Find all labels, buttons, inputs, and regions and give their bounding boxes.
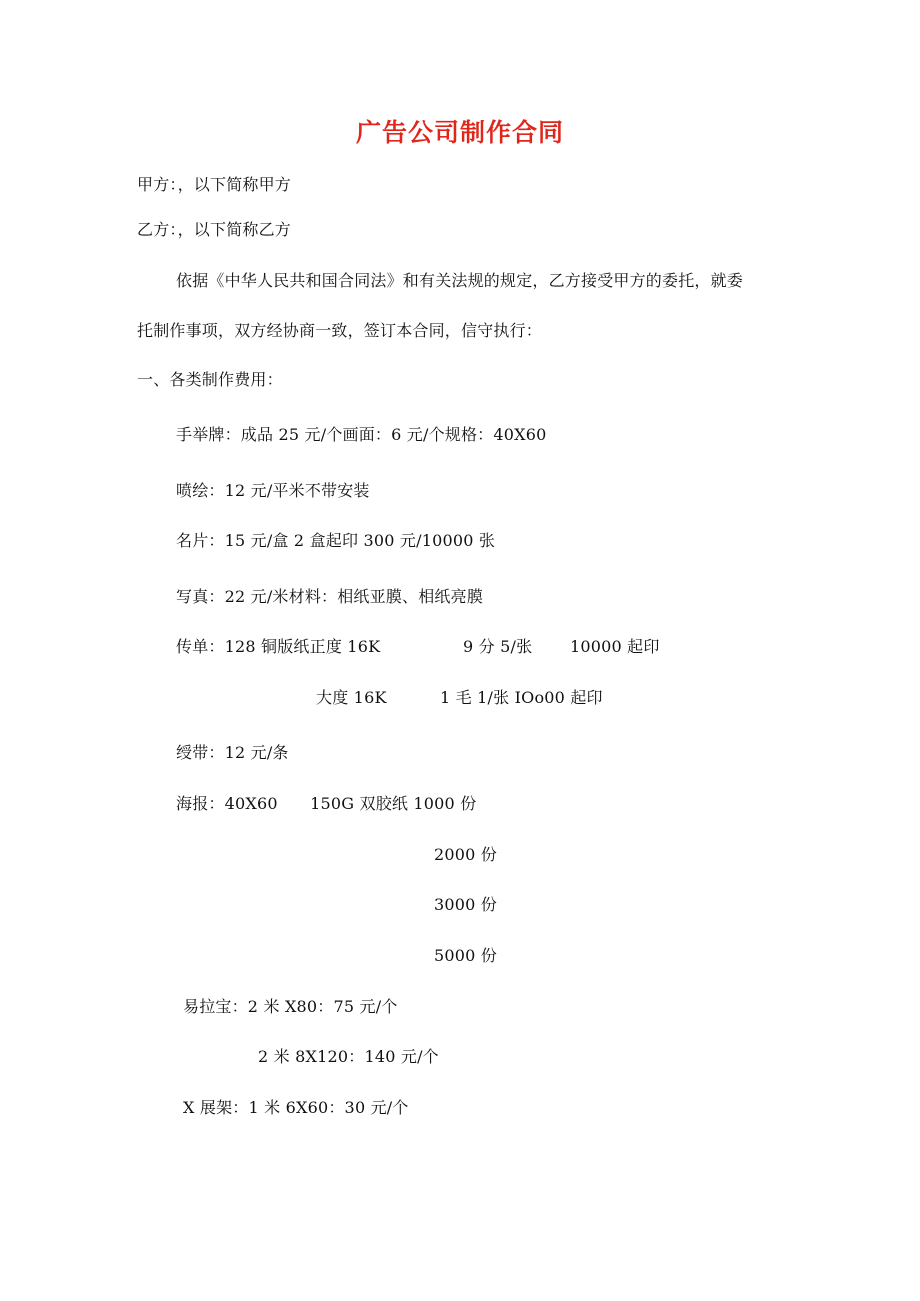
item-hand-sign: 手举牌：成品 25 元/个画面：6 元/个规格：40X60	[176, 425, 547, 444]
item-flyer-b-price: 1 毛 1/张 IOo00 起印	[440, 688, 603, 707]
item-flyer-a-minimum: 10000 起印	[570, 637, 660, 656]
item-flyer-b-spec: 大度 16K	[316, 688, 387, 707]
item-poster-3000: 3000 份	[434, 895, 498, 914]
item-x-stand: X 展架：1 米 6X60：30 元/个	[183, 1098, 409, 1117]
section-heading-fees: 一、各类制作费用：	[137, 370, 283, 389]
party-a-line: 甲方：，以下简称甲方	[137, 175, 292, 194]
item-flyer-a-spec: 传单：128 铜版纸正度 16K	[176, 637, 381, 656]
document-title: 广告公司制作合同	[355, 118, 564, 147]
item-flyer-a-price: 9 分 5/张	[463, 637, 533, 656]
item-inkjet: 喷绘：12 元/平米不带安装	[176, 481, 370, 500]
party-b-line: 乙方：，以下简称乙方	[137, 220, 292, 239]
item-rollup-banner-120: 2 米 8X120：140 元/个	[258, 1047, 439, 1066]
intro-paragraph-line-2: 托制作事项，双方经协商一致，签订本合同，信守执行：	[137, 321, 543, 340]
item-rollup-banner-80: 易拉宝：2 米 X80：75 元/个	[183, 997, 398, 1016]
item-poster-2000: 2000 份	[434, 845, 498, 864]
item-poster-5000: 5000 份	[434, 946, 498, 965]
item-sash: 绶带：12 元/条	[176, 743, 289, 762]
intro-paragraph-line-1: 依据《中华人民共和国合同法》和有关法规的规定，乙方接受甲方的委托，就委	[176, 271, 744, 290]
item-poster-1000: 海报：40X60 150G 双胶纸 1000 份	[176, 794, 477, 813]
item-business-card: 名片：15 元/盒 2 盒起印 300 元/10000 张	[176, 531, 496, 550]
item-photo-print: 写真：22 元/米材料：相纸亚膜、相纸亮膜	[176, 587, 484, 606]
